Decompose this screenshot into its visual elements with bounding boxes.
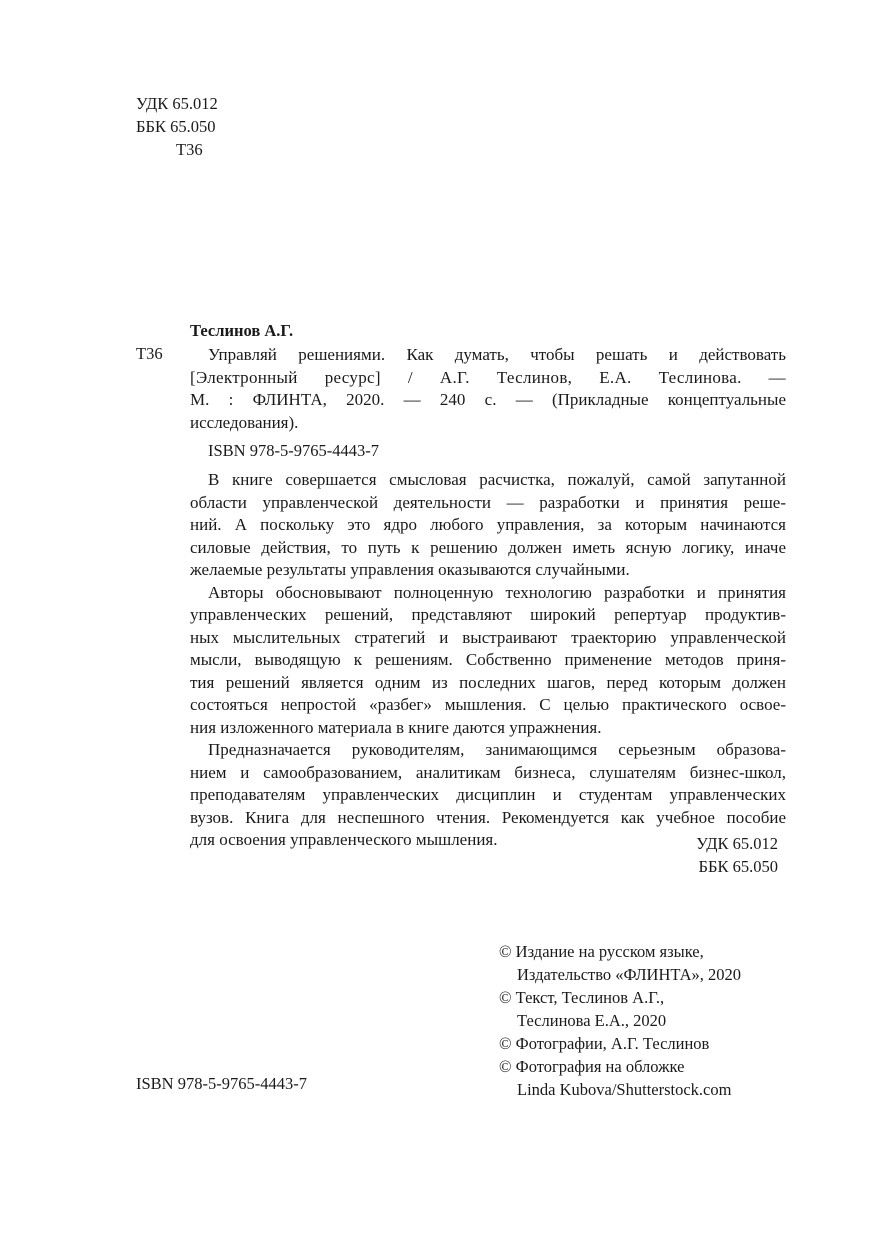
bibliographic-description xyxy=(190,344,786,434)
isbn-line: ISBN 978-5-9765-4443-7 xyxy=(208,441,379,460)
top-classification-codes xyxy=(136,92,218,161)
annotation-line: В книге совершается смысловая расчистка, пожалуй, самой запутанной xyxy=(208,470,786,489)
annotation-line: области управленческой деятельности — разработки и принятия реше- xyxy=(190,492,786,512)
bottom-isbn: ISBN 978-5-9765-4443-7 xyxy=(136,1074,307,1093)
copyright-line: © Фотографии, А.Г. Теслинов xyxy=(499,1034,710,1053)
udk-code: УДК 65.012 xyxy=(136,94,218,113)
copyright-block xyxy=(499,940,741,1101)
copyright-line: Linda Kubova/Shutterstock.com xyxy=(517,1080,732,1099)
author-mark: Т36 xyxy=(176,140,203,159)
annotation-line: состояться непростой «разбег» мышления. С целью практического освое- xyxy=(190,695,786,714)
copyright-line: © Текст, Теслинов А.Г., xyxy=(499,988,665,1007)
biblio-line: Управляй решениями. Как думать, чтобы решать и действовать xyxy=(208,345,786,364)
bbk-code: ББК 65.050 xyxy=(136,117,216,136)
annotation xyxy=(190,469,786,852)
annotation-line: управленческих решений, представляют широкий репертуар продуктив- xyxy=(190,605,786,624)
author-name: Теслинов А.Г. xyxy=(190,321,294,340)
annotation-line: для освоения управленческого мышления. xyxy=(190,830,498,849)
annotation-line: нием и самообразованием, аналитикам бизнеса, слушателям бизнес-школ, xyxy=(190,762,786,782)
copyright-line: © Фотография на обложке xyxy=(499,1057,685,1076)
annotation-line: ния изложенного материала в книге даются упражнения. xyxy=(190,717,602,737)
udk-code: УДК 65.012 xyxy=(696,834,778,853)
annotation-line: Предназначается руководителям, занимающимся серьезным образова- xyxy=(208,740,786,759)
copyright-line: © Издание на русском языке, xyxy=(499,942,704,961)
biblio-line: исследования). xyxy=(190,412,299,432)
biblio-line: [Электронный ресурс] / А.Г. Теслинов, Е.А. Теслинова. — xyxy=(190,367,786,387)
copyright-line: Издательство «ФЛИНТА», 2020 xyxy=(517,965,742,984)
annotation-paragraph-2 xyxy=(190,582,786,740)
annotation-line: желаемые результаты управления оказываются случайными. xyxy=(190,560,630,579)
biblio-line: М. : ФЛИНТА, 2020. — 240 с. — (Прикладные концептуальные xyxy=(190,390,786,409)
annotation-line: Авторы обосновывают полноценную технологию разработки и принятия xyxy=(208,582,786,602)
annotation-line: вузов. Книга для неспешного чтения. Рекомендуется как учебное пособие xyxy=(190,807,786,827)
annotation-line: преподавателям управленческих дисциплин и студентам управленческих xyxy=(190,785,786,804)
annotation-line: тия решений является одним из последних шагов, перед которым должен xyxy=(190,672,786,692)
annotation-line: ний. А поскольку это ядро любого управления, за которым начинаются xyxy=(190,515,786,534)
annotation-line: ных мыслительных стратегий и выстраивают траекторию управленческой xyxy=(190,627,786,647)
annotation-paragraph-1 xyxy=(190,469,786,582)
right-classification-codes xyxy=(696,832,778,878)
copyright-line: Теслинова Е.А., 2020 xyxy=(517,1011,667,1030)
annotation-line: силовые действия, то путь к решению должен иметь ясную логику, иначе xyxy=(190,537,786,557)
bbk-code: ББК 65.050 xyxy=(698,857,778,876)
annotation-line: мысли, выводящую к решениям. Собственно применение методов приня- xyxy=(190,650,786,669)
biblio-author-mark: Т36 xyxy=(136,344,163,363)
